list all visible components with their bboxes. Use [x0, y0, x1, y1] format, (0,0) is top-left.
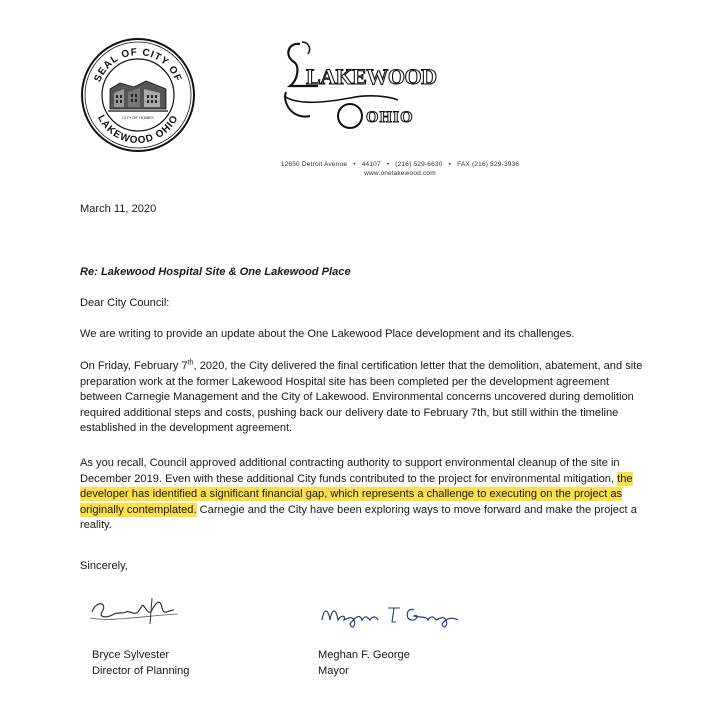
signer-block-2	[318, 648, 410, 679]
lakewood-ohio-logo	[278, 36, 438, 136]
signer-block-1	[92, 648, 189, 679]
bullet-separator-icon: •	[386, 161, 390, 168]
letter-subject: Re: Lakewood Hospital Site & One Lakewood Place	[80, 266, 351, 278]
letter-date: March 11, 2020	[80, 203, 157, 215]
address-text: 12650 Detroit Avenue	[280, 161, 348, 168]
zip-text: 44107	[361, 161, 381, 168]
bullet-separator-icon: •	[353, 161, 356, 168]
seal-bottom-text: LAKEWOOD OHIO	[95, 113, 181, 147]
fax-text: FAX (216) 529-3936	[457, 161, 520, 168]
signer-title: Mayor	[318, 664, 349, 677]
logo-line-lakewood: LAKEWOOD	[306, 64, 437, 89]
letter-closing: Sincerely,	[80, 560, 128, 572]
paragraph-1: We are writing to provide an update about the One Lakewood Place development and its challenges.	[80, 328, 575, 340]
paragraph-3-start: As you recall, Council approved additional contracting authority to support environmental cleanup of the site in December 2019. Even with these additional City funds contributed to the project for environmental mitigation,	[80, 457, 620, 485]
city-seal-logo	[80, 37, 196, 153]
letter-salutation: Dear City Council:	[80, 297, 170, 309]
letterhead-contact	[0, 160, 720, 178]
seal-inner-text: CITY OF HOMES	[122, 115, 154, 120]
ordinal-suffix: th	[187, 359, 194, 367]
signer-title: Director of Planning	[92, 664, 190, 677]
website-link[interactable]: www.onelakewood.com	[364, 170, 436, 177]
logo-line-ohio: OHIO	[366, 109, 414, 126]
seal-buildings-illustration	[108, 81, 168, 111]
highlighted-passage: the developer has identified a significant financial gap, which represents a challenge to executing on the project as originally contemplated.	[80, 472, 633, 516]
paragraph-2	[80, 359, 645, 437]
seal-top-text: SEAL OF CITY OF	[92, 46, 184, 84]
bullet-separator-icon: •	[448, 161, 452, 168]
signature-bryce-sylvester	[82, 588, 192, 632]
paragraph-3-end: Carnegie and the City have been exploring ways to move forward and make the project a reality.	[80, 503, 637, 532]
signer-name: Bryce Sylvester	[92, 649, 170, 661]
paragraph-3	[80, 456, 645, 534]
signature-meghan-george	[318, 596, 468, 630]
paragraph-2-start: On Friday, February 7	[80, 360, 188, 372]
paragraph-2-rest: , 2020, the City delivered the final certification letter that the demolition, abatement, and site preparation work at the former Lakewood Hospital site has been completed per the development agreement between Carnegie Management and the City of Lakewood. Environmental concerns uncovered during demolition required additional steps and costs, pushing back our delivery date to February 7th, but still within the timeline established in the development agreement.	[80, 360, 643, 435]
phone-text: (216) 529-6630	[395, 161, 443, 168]
signer-name: Meghan F. George	[318, 649, 410, 661]
